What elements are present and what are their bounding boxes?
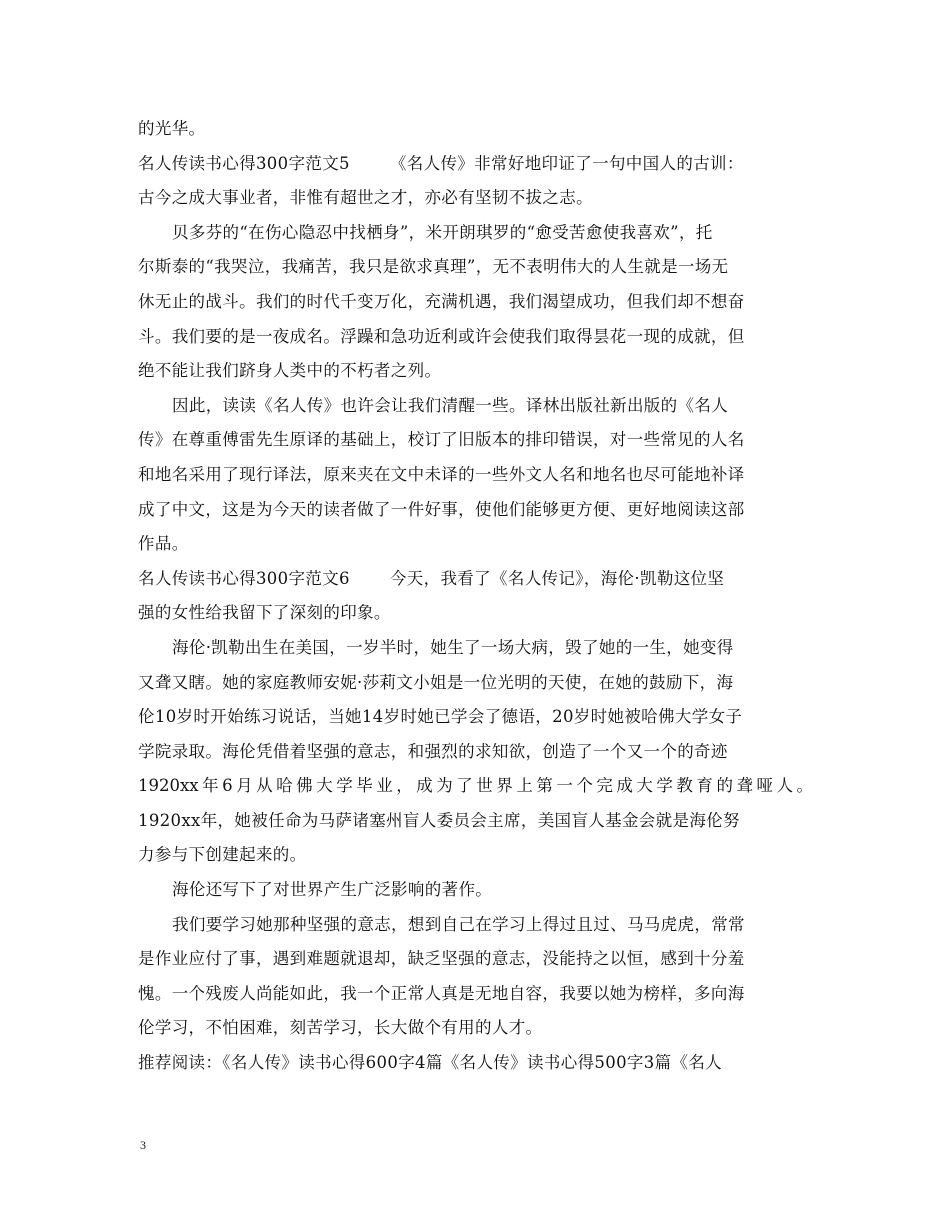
document-body [138,112,813,1081]
text-line [138,769,813,804]
text-line [138,285,813,320]
line-text: 海伦还写下了对世界产生广泛影响的著作。 [172,880,493,900]
text-line [138,389,813,424]
text-line [138,908,813,943]
line-text: 我们要学习她那种坚强的意志，想到自己在学习上得过且过、马马虎虎，常常 [172,914,745,934]
text-line [138,423,813,458]
line-text: 斗。我们要的是一夜成名。浮躁和急功近利或许会使我们取得昙花一现的成就，但 [138,326,745,346]
line-text: 强的女性给我留下了深刻的印象。 [138,603,391,623]
line-text: 1920xx年，她被任命为马萨诸塞州盲人委员会主席，美国盲人基金会就是海伦努 [138,810,740,830]
line-text: 1920xx年6月从哈佛大学毕业，成为了世界上第一个完成大学教育的聋哑人。 [138,776,813,796]
line-text: 今天，我看了《名人传记》，海伦·凯勒这位坚 [389,568,725,588]
line-text: 学院录取。海伦凭借着坚强的意志，和强烈的求知欲，创造了一个又一个的奇迹 [138,741,728,761]
text-line [138,873,813,908]
line-text: 休无止的战斗。我们的时代千变万化，充满机遇，我们渴望成功，但我们却不想奋 [138,291,745,311]
line-text: 推荐阅读：《名人传》读书心得600字4篇《名人传》读书心得500字3篇《名人 [138,1053,723,1073]
text-line [138,735,813,770]
text-line [138,181,813,216]
line-text: 伦学习，不怕困难，刻苦学习，长大做个有用的人才。 [138,1018,543,1038]
page-number: 3 [140,1138,146,1152]
text-line [138,112,813,147]
text-line [138,838,813,873]
line-text: 传》在尊重傅雷先生原译的基础上，校订了旧版本的排印错误，对一些常见的人名 [138,430,745,450]
text-line [138,216,813,251]
text-line [138,1011,813,1046]
line-text: 因此，读读《名人传》也许会让我们清醒一些。译林出版社新出版的《名人 [172,395,729,415]
text-line [138,527,813,562]
line-text: 海伦·凯勒出生在美国，一岁半时，她生了一场大病，毁了她的一生，她变得 [172,637,734,657]
line-text: 贝多芬的“在伤心隐忍中找栖身”，米开朗琪罗的“愈受苦愈使我喜欢”，托 [172,222,713,242]
section-heading: 名人传读书心得300字范文6 [138,568,350,588]
section-heading: 名人传读书心得300字范文5 [138,153,350,173]
line-text: 绝不能让我们跻身人类中的不朽者之列。 [138,361,442,381]
text-line [138,666,813,701]
text-line [138,977,813,1012]
text-line [138,596,813,631]
text-line [138,354,813,389]
text-line [138,804,813,839]
line-text: 又聋又瞎。她的家庭教师安妮·莎莉文小姐是一位光明的天使，在她的鼓励下，海 [138,672,734,692]
line-text: 古今之成大事业者，非惟有超世之才，亦必有坚韧不拔之志。 [138,188,593,208]
text-line [138,493,813,528]
line-text: 成了中文，这是为今天的读者做了一件好事，使他们能够更方便、更好地阅读这部 [138,499,745,519]
line-text: 作品。 [138,534,189,554]
text-line [138,700,813,735]
section-heading-line [138,562,813,597]
text-line [138,320,813,355]
line-text: 是作业应付了事，遇到难题就退却，缺乏坚强的意志，没能持之以恒，感到十分羞 [138,949,745,969]
line-text: 《名人传》非常好地印证了一句中国人的古训： [389,153,744,173]
line-text: 伦10岁时开始练习说话，当她14岁时她已学会了德语，20岁时她被哈佛大学女子 [138,707,743,727]
text-line [138,942,813,977]
text-line [138,458,813,493]
text-line [138,631,813,666]
section-heading-line [138,147,813,182]
line-text: 尔斯泰的“我哭泣，我痛苦，我只是欲求真理”，无不表明伟大的人生就是一场无 [138,257,729,277]
text-line [138,250,813,285]
text-line [138,1046,813,1081]
line-text: 的光华。 [138,119,206,138]
line-text: 和地名采用了现行译法，原来夹在文中未译的一些外文人名和地名也尽可能地补译 [138,464,745,484]
line-text: 力参与下创建起来的。 [138,845,307,865]
line-text: 愧。一个残废人尚能如此，我一个正常人真是无地自容，我要以她为榜样，多向海 [138,983,745,1003]
